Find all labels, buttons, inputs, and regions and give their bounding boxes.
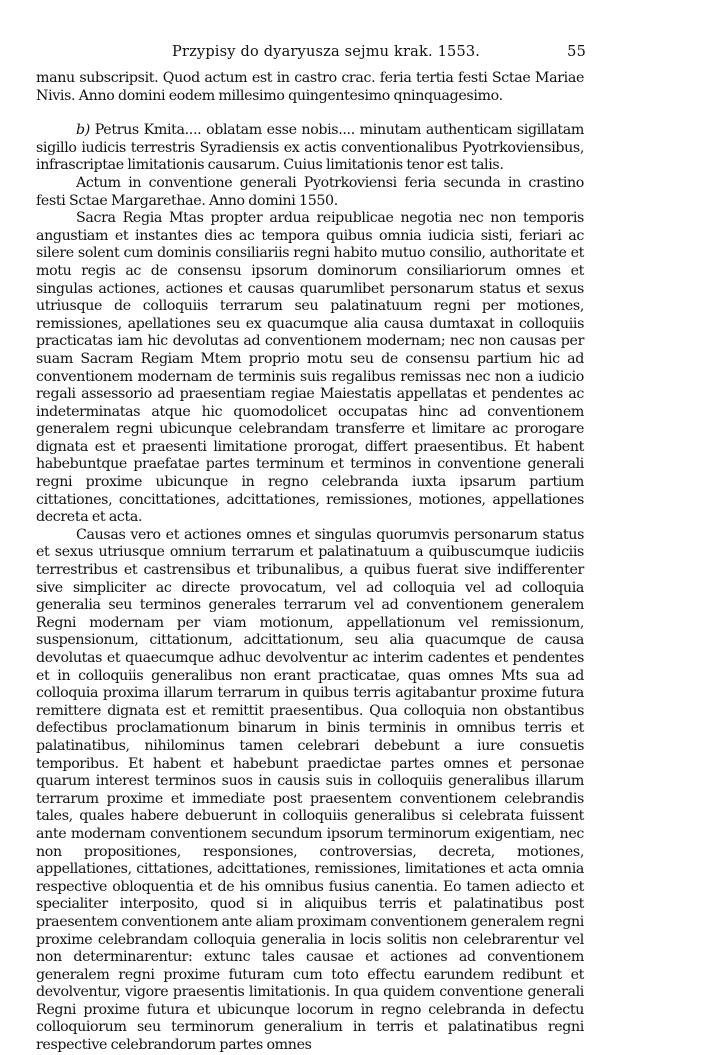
- paragraph-limitation-main: Sacra Regia Mtas propter ardua reipublicae negotia nec non temporis angustiam et instantes dies ac tempora quibus omnia iudicia sisti, feriari ac silere solent cum dominis consiliariis regni habito mutuo consilio, authoritate et motu regis ac de consensu ipsorum dominorum consiliariorum omnes et singulas actiones, actiones et causas quarumlibet personarum status et sexus utriusque de colloquiis terrarum seu palatinatuum regni per motiones, remissiones, apellationes seu ex quacumque alia causa dumtaxat in colloquiis practicatas iam hic devolutas ad conventionem modernam; nec non causas per suam Sacram Regiam Mtem proprio motu seu de consensu partium hic ad conventionem modernam de terminis suis regalibus remissas nec non a iudicio regali assessorio ad praesentiam regiae Maiestatis appellatas et pendentes ac indeterminatas atque hic quomodolicet occupatas hinc ad conventionem generalem regni ubicunque celebrandam transferre et limitare ac prorogare dignata est et praesenti limitatione prorogat, differt praesentibus. Et habent habebuntque praefatae partes terminum et terminos in conventione generali regni proxime ubicunque in regno celebranda iuxta ipsarum partium cittationes, concittationes, adcittationes, remissiones, motiones, appellationes decreta et acta.: [36, 210, 584, 526]
- running-head: [36, 44, 584, 66]
- paragraph-closing-formula: manu subscripsit. Quod actum est in castro crac. feria tertia festi Sctae Mariae Nivis. Anno domini eodem millesimo quingentesimo qninquagesimo.: [36, 70, 584, 104]
- note-mark: b): [76, 122, 90, 139]
- document-page: [36, 44, 584, 1055]
- paragraph-actum: Actum in conventione generali Pyotrkoviensi feria secunda in crastino festi Sctae Margarethae. Anno domini 1550.: [36, 174, 584, 209]
- running-title: Przypisy do dyaryusza sejmu krak. 1553.: [172, 44, 481, 60]
- body-text: [36, 70, 584, 1055]
- page-number: 55: [567, 44, 586, 60]
- note-b-text: Petrus Kmita.... oblatam esse nobis.... minutam authenticam sigillatam sigillo iudicis terrestris Syradiensis ex actis conventionalibus Pyotrkoviensibus, infrascriptae limitationis causarum. Cuius limitationis tenor est talis.: [36, 122, 584, 174]
- paragraph-limitation-causes: Causas vero et actiones omnes et singulas quorumvis personarum status et sexus utriusque omnium terrarum et palatinatuum a quibuscumque iudiciis terrestribus et castrensibus et tribunalibus, a quibus fuerat sive indifferenter sive simpliciter ac directe provocatum, vel ad colloquia vel ad colloquia generalia seu terminos generales terrarum vel ad conventionem generalem Regni modernam per viam motionum, appellationum vel remissionum, suspensionum, cittationum, adcittationum, seu alia quacumque de causa devolutas et quaecumque adhuc devolventur ac interim cadentes et pendentes et in colloquiis generalibus non erant practicatae, quas omnes Mts sua ad colloquia proxima illarum terrarum in quibus terris agitabantur proxime futura remittere dignata est et remittit praesentibus. Qua colloquia non obstantibus defectibus proclamationum binarum in binis terminis in omnibus terris et palatinatibus, nihilominus tamen celebrari debebunt a iure consuetis temporibus. Et habent et habebunt praedictae partes omnes et personae quarum interest terminos suos in causis suis in colloquiis generalibus illarum terrarum proxime et immediate post praesentem conventionem celebrandis tales, quales habere debuerunt in colloquiis generalibus si celebrata fuissent ante modernam conventionem secundum ipsorum terminorum exigentiam, nec non propositiones, responsiones, controversias, decreta, motiones, appellationes, cittationes, adcittationes, remissiones, limitationes et acta omnia respective obloquentia et de his omnibus fusius canentia. Eo tamen adiecto et specialiter interposito, quod si in aliquibus terris et palatinatibus post praesentem conventionem ante aliam proximam conventionem generalem regni proxime celebrandam colloquia generalia in locis solitis non celebrarentur vel non determinarentur: extunc tales causae et actiones ad conventionem generalem regni proxime futuram cum toto effectu earundem redibunt et devolventur, vigore praesentis limitationis. In qua quidem conventione generali Regni proxime futura et ubicunque locorum in regno celebranda in defectu colloquiorum seu terminorum generalium in terris et palatinatibus regni respective celebrandorum partes omnes: [36, 526, 584, 1054]
- paragraph-note-b: [36, 122, 584, 175]
